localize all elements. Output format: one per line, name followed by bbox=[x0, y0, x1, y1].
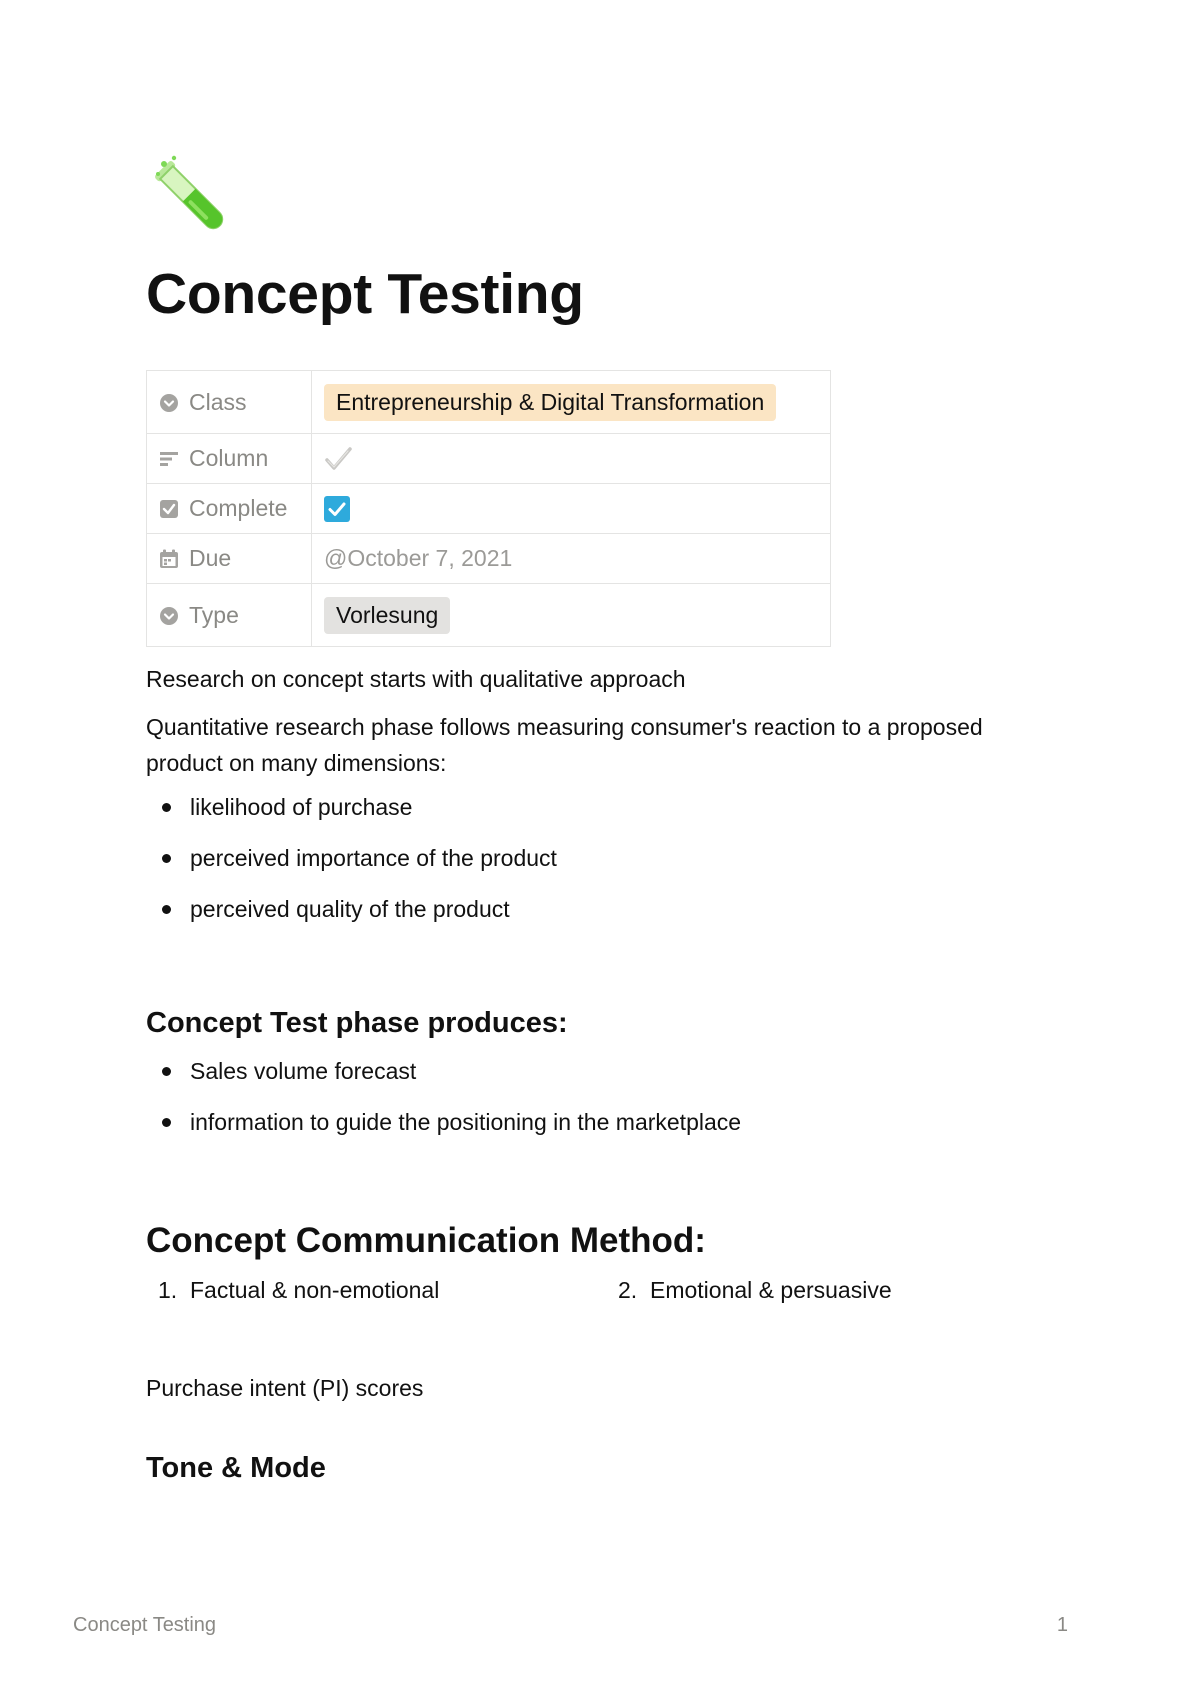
paragraph-pi-scores: Purchase intent (PI) scores bbox=[146, 1375, 424, 1401]
list-item: information to guide the positioning in the marketplace bbox=[146, 1104, 1066, 1140]
bullet-icon bbox=[162, 854, 171, 863]
property-row-column bbox=[147, 434, 831, 484]
method-label: Emotional & persuasive bbox=[650, 1277, 892, 1303]
property-key bbox=[147, 371, 312, 434]
property-key-label: Class bbox=[189, 388, 247, 415]
property-value[interactable] bbox=[312, 584, 831, 647]
property-key-label: Column bbox=[189, 445, 269, 471]
property-key bbox=[147, 484, 312, 534]
heading-produces: Concept Test phase produces: bbox=[146, 1007, 568, 1039]
property-value[interactable] bbox=[312, 371, 831, 434]
bullet-icon bbox=[162, 803, 171, 812]
calendar-icon bbox=[159, 549, 179, 569]
property-row-type bbox=[147, 584, 831, 647]
list-number: 1. bbox=[158, 1277, 178, 1303]
list-number: 2. bbox=[618, 1277, 638, 1303]
select-icon bbox=[159, 606, 179, 626]
select-icon bbox=[159, 393, 179, 413]
property-key bbox=[147, 534, 312, 584]
heading-method: Concept Communication Method: bbox=[146, 1221, 706, 1260]
property-row-due bbox=[147, 534, 831, 584]
properties-table bbox=[146, 370, 831, 647]
paragraph-qualitative: Research on concept starts with qualitative approach bbox=[146, 666, 686, 692]
property-key-label: Type bbox=[189, 601, 239, 628]
text-icon bbox=[159, 449, 179, 469]
check-mark-icon bbox=[324, 445, 352, 473]
property-key bbox=[147, 584, 312, 647]
property-key bbox=[147, 434, 312, 484]
type-tag[interactable]: Vorlesung bbox=[324, 597, 450, 634]
bullet-icon bbox=[162, 1118, 171, 1127]
property-row-complete bbox=[147, 484, 831, 534]
test-tube-icon bbox=[144, 150, 240, 246]
method-item bbox=[146, 1272, 606, 1308]
bullet-icon bbox=[162, 905, 171, 914]
due-date[interactable]: @October 7, 2021 bbox=[324, 545, 513, 571]
checkbox-icon bbox=[159, 499, 179, 519]
list-item: Sales volume forecast bbox=[146, 1053, 1066, 1089]
complete-checkbox[interactable] bbox=[324, 496, 350, 522]
property-key-label: Due bbox=[189, 545, 232, 571]
page-body bbox=[146, 150, 1066, 1488]
property-value[interactable] bbox=[312, 434, 831, 484]
list-item: perceived importance of the product bbox=[146, 840, 1066, 876]
page-number: 1 bbox=[1056, 1614, 1068, 1636]
method-columns bbox=[146, 1272, 1066, 1308]
property-value[interactable] bbox=[312, 484, 831, 534]
heading-tone-mode: Tone & Mode bbox=[146, 1452, 326, 1484]
class-tag[interactable]: Entrepreneurship & Digital Transformation bbox=[324, 384, 776, 421]
page-title: Concept Testing bbox=[146, 262, 584, 326]
paragraph-quantitative: Quantitative research phase follows measuring consumer's reaction to a proposed product on many dimensions: bbox=[146, 714, 983, 776]
list-item: likelihood of purchase bbox=[146, 789, 1066, 825]
property-row-class bbox=[147, 371, 831, 434]
list-item: perceived quality of the product bbox=[146, 891, 1066, 927]
method-item bbox=[606, 1272, 1066, 1308]
bullet-icon bbox=[162, 1067, 171, 1076]
property-key-label: Complete bbox=[189, 495, 288, 521]
produces-list bbox=[146, 1053, 1066, 1140]
dimensions-list bbox=[146, 789, 1066, 927]
property-value[interactable] bbox=[312, 534, 831, 584]
method-label: Factual & non-emotional bbox=[190, 1277, 440, 1303]
footer-title: Concept Testing bbox=[73, 1614, 217, 1636]
